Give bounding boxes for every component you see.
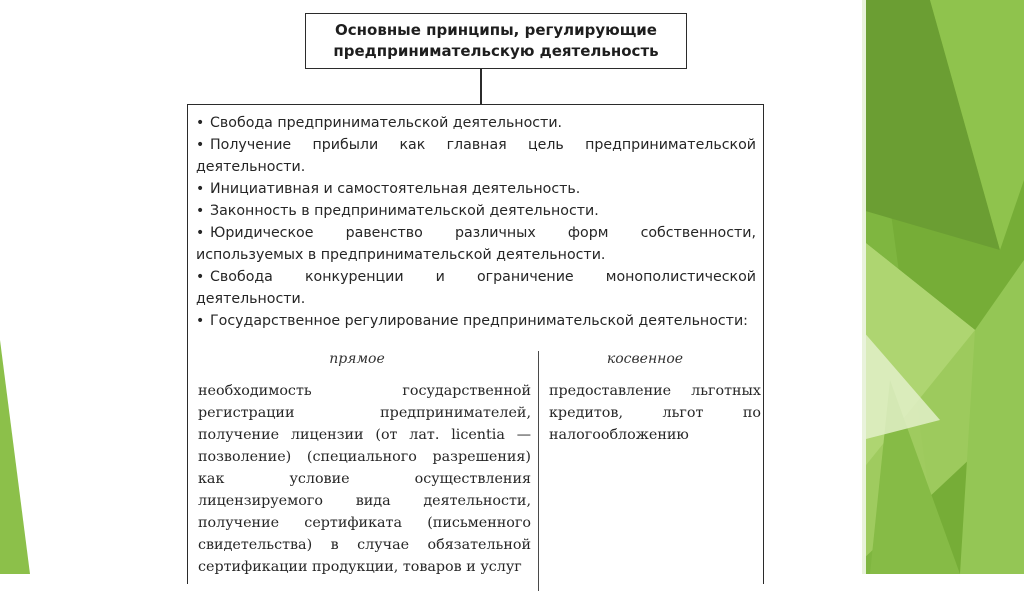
principle-item: • Свобода конкуренции и ограничение монополистической деятельности.: [196, 266, 756, 310]
column-divider: [538, 351, 539, 591]
direct-regulation-heading: прямое: [329, 351, 385, 367]
bullet-icon: •: [196, 181, 205, 197]
principle-item: • Юридическое равенство различных форм собственности, используемых в предпринимательской деятельности.: [196, 222, 756, 266]
bullet-icon: •: [196, 115, 205, 131]
left-green-shape: [0, 340, 30, 574]
bullet-icon: •: [196, 225, 205, 241]
principles-box: [187, 104, 764, 584]
bullet-icon: •: [196, 137, 205, 153]
principle-item: • Свобода предпринимательской деятельности.: [196, 112, 756, 134]
bullet-icon: •: [196, 203, 205, 219]
principle-item: • Инициативная и самостоятельная деятельность.: [196, 178, 756, 200]
principle-item: • Получение прибыли как главная цель предпринимательской деятельности.: [196, 134, 756, 178]
right-panel-edge: [862, 0, 866, 574]
principle-item: • Законность в предпринимательской деятельности.: [196, 200, 756, 222]
direct-regulation-text: необходимость государственной регистрации предпринимателей, получение лицензии (от лат. licentia — позволение) (специального разрешения) как условие осуществления лицензируемого вида деятельности, получение сертификата (письменного свидетельства) в случае обязательной сертификации продукции, товаров и услуг: [198, 383, 531, 575]
title-connector-line: [480, 69, 482, 104]
bullet-icon: •: [196, 313, 205, 329]
bullet-icon: •: [196, 269, 205, 285]
principle-item: • Государственное регулирование предпринимательской деятельности:: [196, 310, 756, 332]
principles-list: [196, 112, 756, 332]
indirect-regulation-text: предоставление льготных кредитов, льгот по налогообложению: [549, 383, 761, 443]
indirect-regulation-heading: косвенное: [606, 351, 684, 367]
diagram-title: Основные принципы, регулирующие предпринимательскую деятельность: [305, 13, 687, 69]
